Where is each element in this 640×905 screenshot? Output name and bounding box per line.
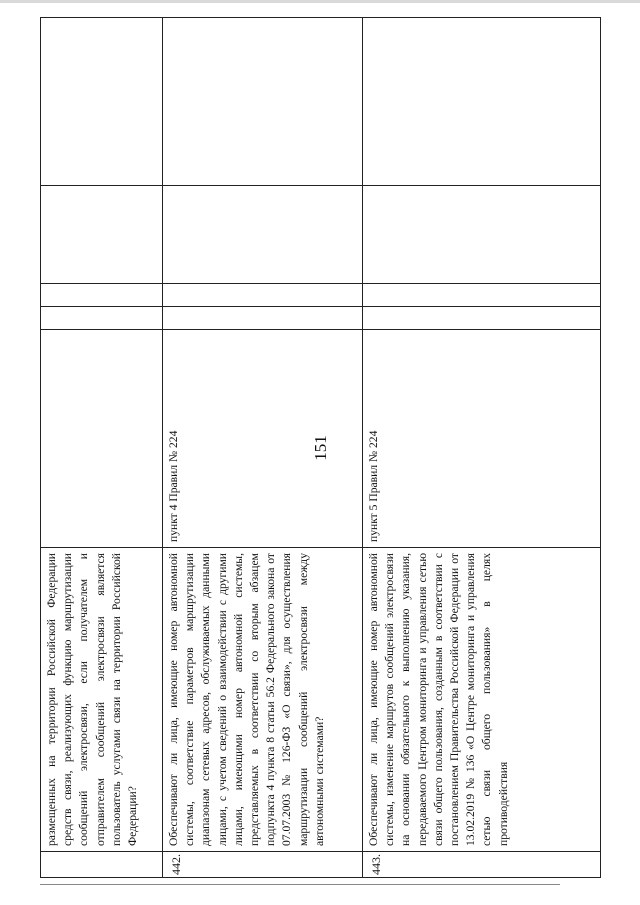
table-row — [41, 18, 163, 878]
row-number: 442. — [163, 852, 363, 878]
row-number — [41, 852, 163, 878]
answer-yes-cell — [41, 307, 163, 330]
question-text: Обеспечивают ли лица, имеющие номер автономной системы, изменение маршрутов сообщений электросвязи на основании обязательного к выполнению указания, передаваемого Центром мониторинга и управления сетью связи общего пользования, созданным в соответствии с постановлением Правительства Российской Федерации от 13.02.2019 № 136 «О Центре мониторинга и управления сетью связи общего пользования» в целях противодействия — [363, 548, 601, 852]
row-number: 443. — [363, 852, 601, 878]
not-applicable-cell — [41, 186, 163, 284]
answer-no-cell — [41, 284, 163, 307]
scan-edge — [0, 0, 640, 3]
bottom-scan-line — [40, 884, 560, 885]
question-text: Обеспечивают ли лица, имеющие номер автономной системы, соответствие параметров маршрутизации диапазонам сетевых адресов, обслуживаемых данными лицами, с учетом сведений о взаимодействии с другими лицами, имеющими номер автономной системы, представляемых в соответствии со вторым абзацем подпункта 4 пункта 8 статьи 56.2 Федерального закона от 07.07.2003 № 126-ФЗ «О связи», для осуществления маршрутизации сообщений электросвязи между автономными системами? — [163, 548, 363, 852]
notes-cell — [363, 18, 601, 186]
legal-reference: пункт 4 Правил № 224 — [163, 330, 363, 548]
answer-yes-cell — [363, 307, 601, 330]
not-applicable-cell — [363, 186, 601, 284]
rotated-table-container — [40, 18, 600, 878]
answer-yes-cell — [163, 307, 363, 330]
page-number: 151 — [311, 435, 330, 461]
question-text: размещенных на территории Российской Федерации средств связи, реализующих функцию маршрутизации сообщений электросвязи, если получателем и отправителем сообщений электросвязи является пользователь услугами связи на территории Российской Федерации? — [41, 548, 163, 852]
answer-no-cell — [163, 284, 363, 307]
checklist-table — [40, 17, 601, 878]
legal-reference — [41, 330, 163, 548]
notes-cell — [163, 18, 363, 186]
legal-reference: пункт 5 Правил № 224 — [363, 330, 601, 548]
table-row — [163, 18, 363, 878]
table-row — [363, 18, 601, 878]
notes-cell — [41, 18, 163, 186]
answer-no-cell — [363, 284, 601, 307]
not-applicable-cell — [163, 186, 363, 284]
